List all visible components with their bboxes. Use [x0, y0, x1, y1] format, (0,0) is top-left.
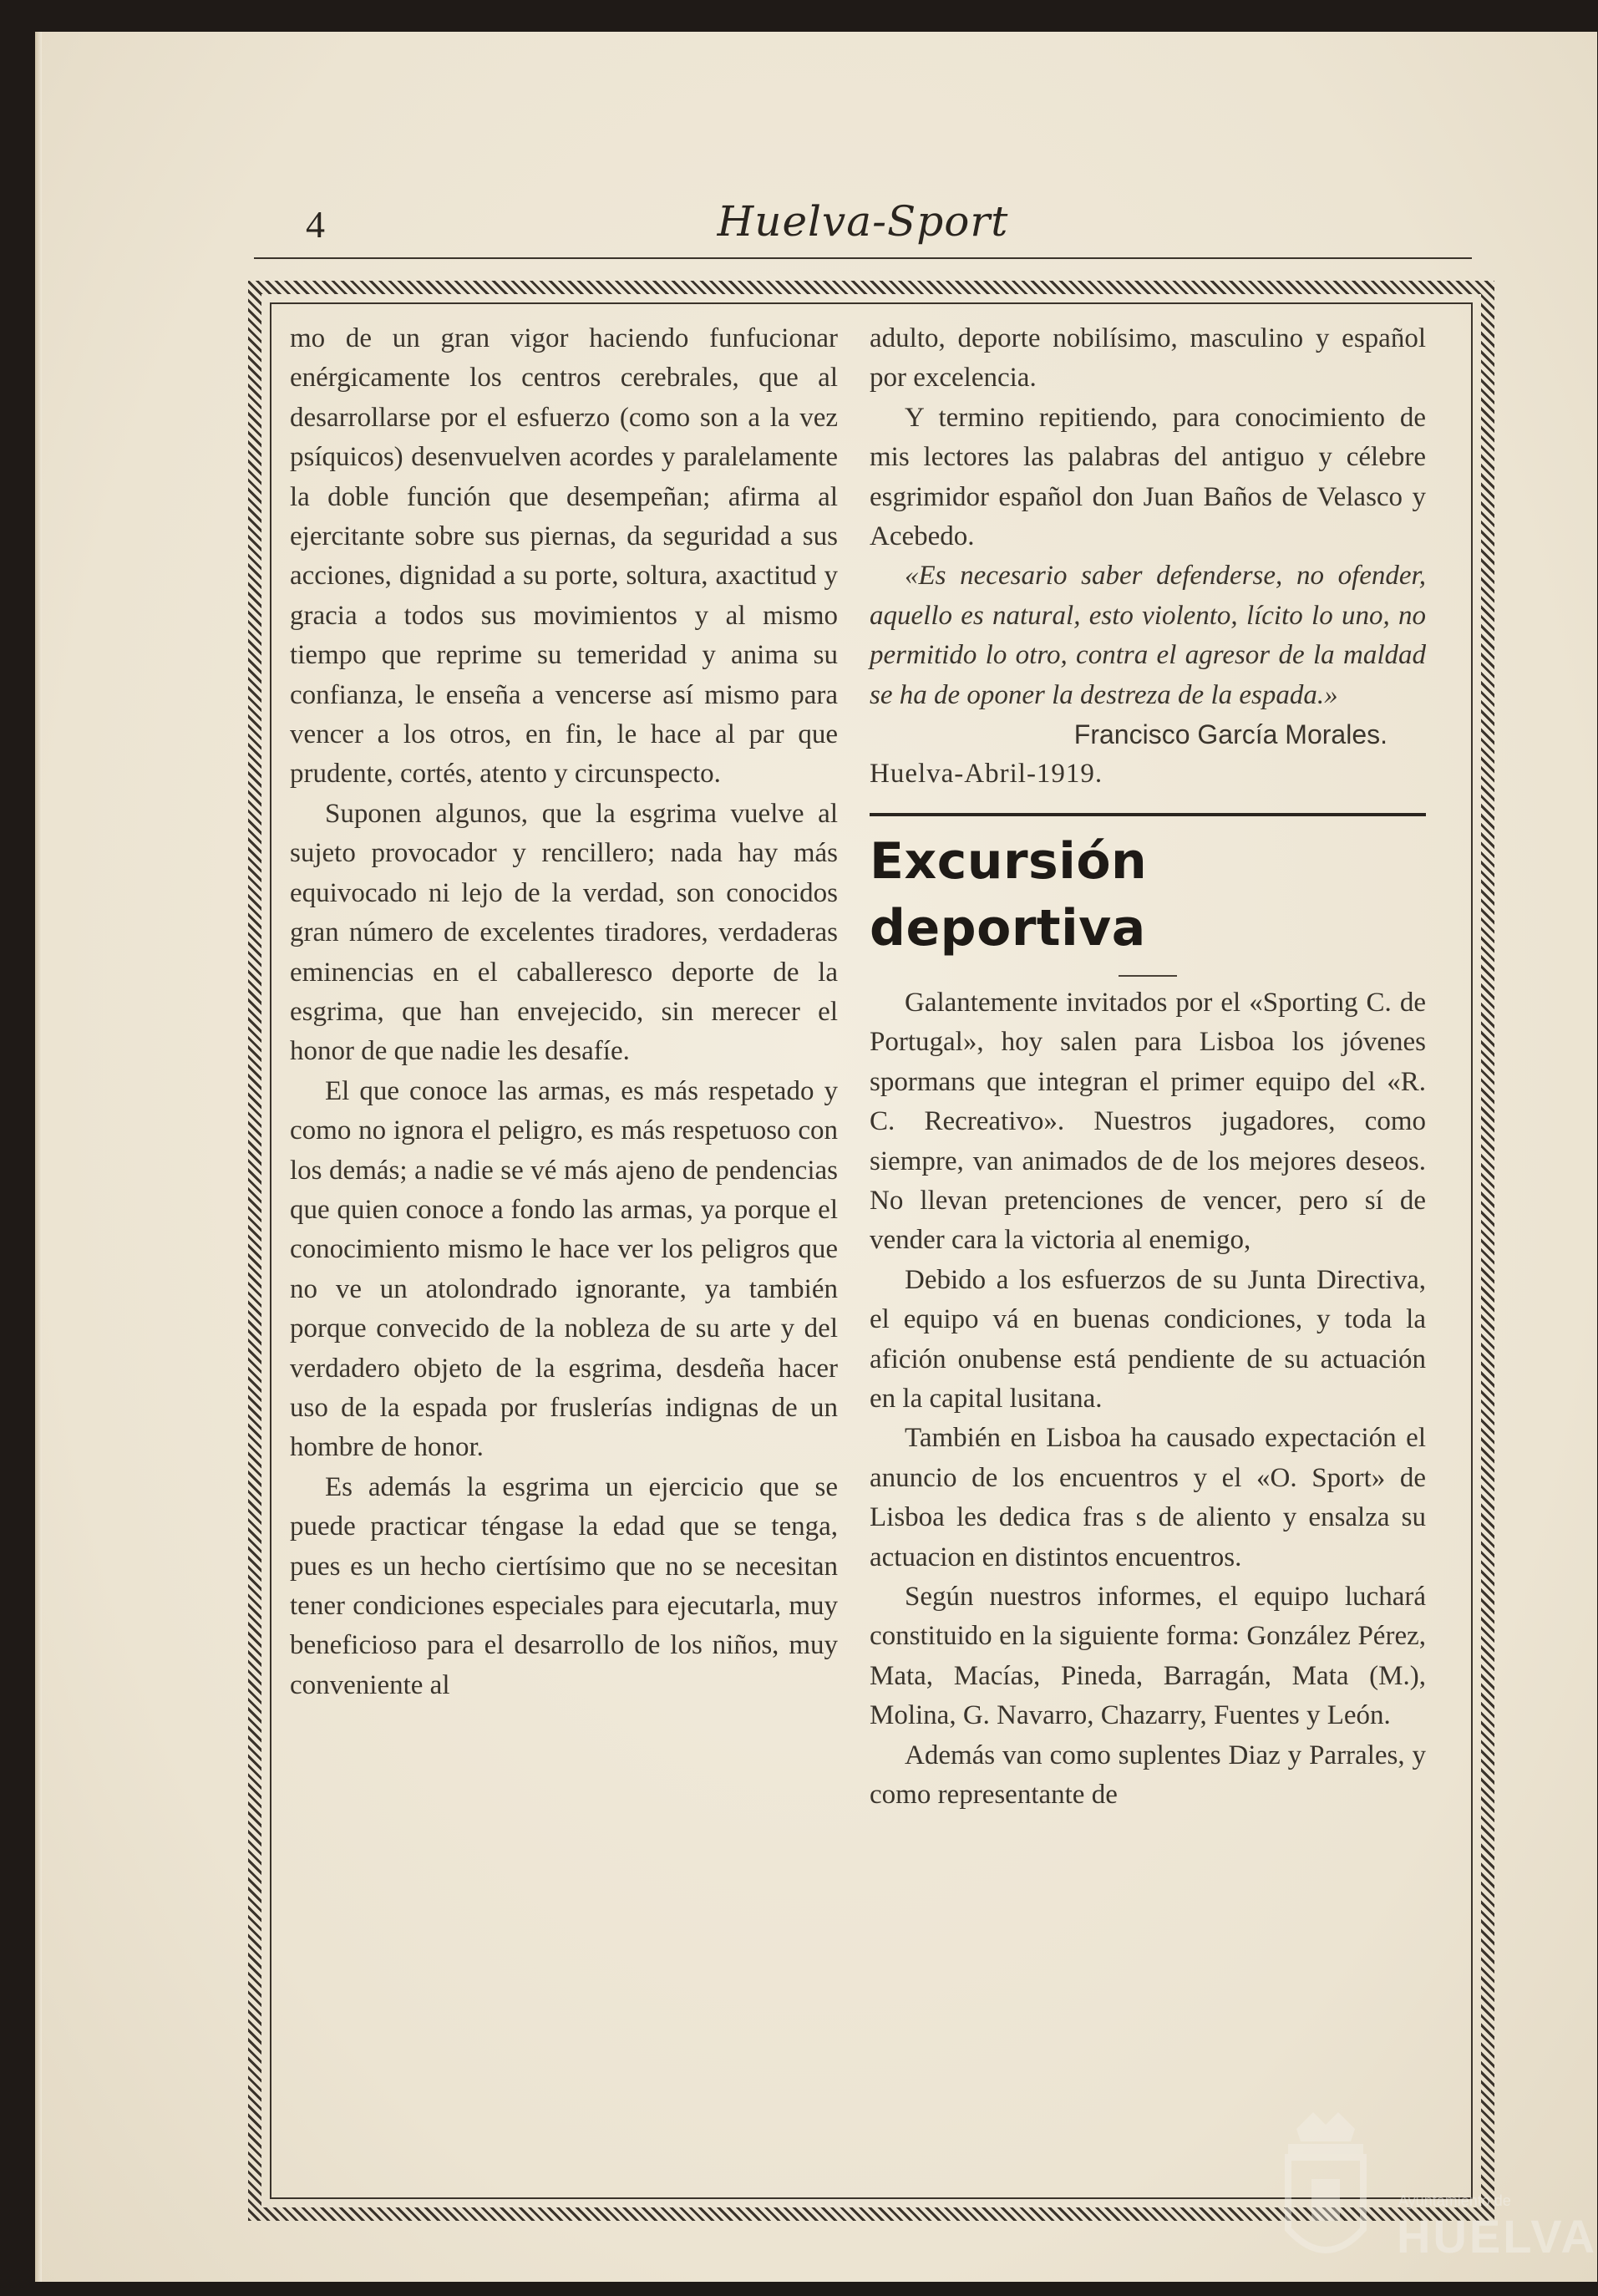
page-edge-shadow: [35, 32, 42, 2282]
article-paragraph: Suponen algunos, que la esgrima vuelve al sujeto provocador y rencillero; nada hay más equivocado ni lejo de la verdad, son conocidos gran número de excelentes tiradores, verdaderas eminencias en el caballeresco deporte de la esgrima, que han envejecido, sin merecer el honor de que nadie les desafíe.: [290, 798, 838, 1067]
article-continuation: adulto, deporte nobilísimo, masculino y español por excelencia.: [870, 323, 1426, 394]
newspaper-page: [35, 32, 1597, 2282]
article-dateline: Huelva-Abril-1919.: [870, 759, 1103, 790]
watermark-line2: HUELVA: [1397, 2210, 1597, 2263]
article-paragraph: Debido a los esfuerzos de su Junta Directiva, el equipo vá en buenas condiciones, y toda la afición onubense está pendiente de su actuación en la capital lusitana.: [870, 1264, 1426, 1414]
coat-of-arms-icon: [1263, 2104, 1388, 2288]
article-paragraph: Y termino repitiendo, para conocimiento de mis lectores las palabras del antiguo y célebre esgrimidor español don Juan Baños de Velasco y Acebedo.: [870, 402, 1426, 552]
article-paragraph: Según nuestros informes, el equipo luchará constituido en la siguiente forma: González Pérez, Mata, Macías, Pineda, Barragán, Mata (M.), Molina, G. Navarro, Chazarry, Fuentes y León.: [870, 1581, 1426, 1731]
section-title: Excursión deportiva: [870, 831, 1148, 958]
article-paragraph: Galantemente invitados por el «Sporting C. de Portugal», hoy salen para Lisboa los jóvenes spormans que integran el primer equipo del «R. C. Recreativo». Nuestros jugadores, como siempre, van animados de de los mejores deseos. No llevan pretenciones de vencer, pero sí de vender cara la victoria al enemigo,: [870, 987, 1426, 1256]
article-paragraph: mo de un gran vigor haciendo funfucionar enérgicamente los centros cerebrales, que al desarrollarse por el esfuerzo (como son a la vez psíquicos) desenvuelven acordes y paralelamente la doble función que desempeñan; afirma al ejercitante sobre sus piernas, da seguridad a sus acciones, dignidad a su porte, soltura, axactitud y gracia a todos sus movimientos y al mismo tiempo que reprime su temeridad y anima su confianza, le enseña a vencerse así mismo para vencer a los otros, en fin, le hace al par que prudente, cortés, atento y circunspecto.: [290, 323, 838, 790]
fencing-quote: «Es necesario saber defenderse, no ofender, aquello es natural, esto violento, lícito lo uno, no permitido lo otro, contra el agresor de la maldad se ha de oponer la destreza de la espada.»: [870, 561, 1426, 710]
watermark-line1: Ayuntamiento de: [1398, 2192, 1511, 2209]
ornamental-border-frame: [248, 281, 1494, 2221]
article-paragraph: Es además la esgrima un ejercicio que se puede practicar téngase la edad que se tenga, pues es un hecho ciertísimo que no se necesitan tener condiciones especiales para ejecutarla, muy beneficioso para el desarrollo de los niños, muy conveniente al: [290, 1471, 838, 1700]
right-column: [870, 319, 1426, 1815]
article-paragraph: El que conoce las armas, es más respetado y como no ignora el peligro, es más respetuoso con los demás; a nadie se vé más ajeno de pendencias que quien conoce a fondo las armas, ya porque el conocimiento mismo le hace ver los peligros que no ve un atolondrado ignorante, ya también porque convecido de la nobleza de su arte y del verdadero objeto de la esgrima, desdeña hacer uso de la espada por fruslerías indignas de un hombre de honor.: [290, 1075, 838, 1463]
article-paragraph: Además van como suplentes Diaz y Parrales, y como representante de: [870, 1740, 1426, 1810]
page-header: [254, 199, 1472, 259]
article-paragraph: También en Lisboa ha causado expectación el anuncio de los encuentros y el «O. Sport» de Lisboa les dedica fras s de aliento y ensalza su actuacion en distintos encuentros.: [870, 1423, 1426, 1572]
masthead-title: Huelva-Sport: [717, 197, 1009, 246]
title-underline: [1119, 975, 1177, 977]
left-column: [290, 319, 838, 1705]
page-number: 4: [306, 203, 325, 246]
section-divider: [870, 813, 1426, 816]
author-signature: Francisco García Morales.: [1073, 719, 1387, 750]
archive-watermark: [1263, 2104, 1598, 2296]
